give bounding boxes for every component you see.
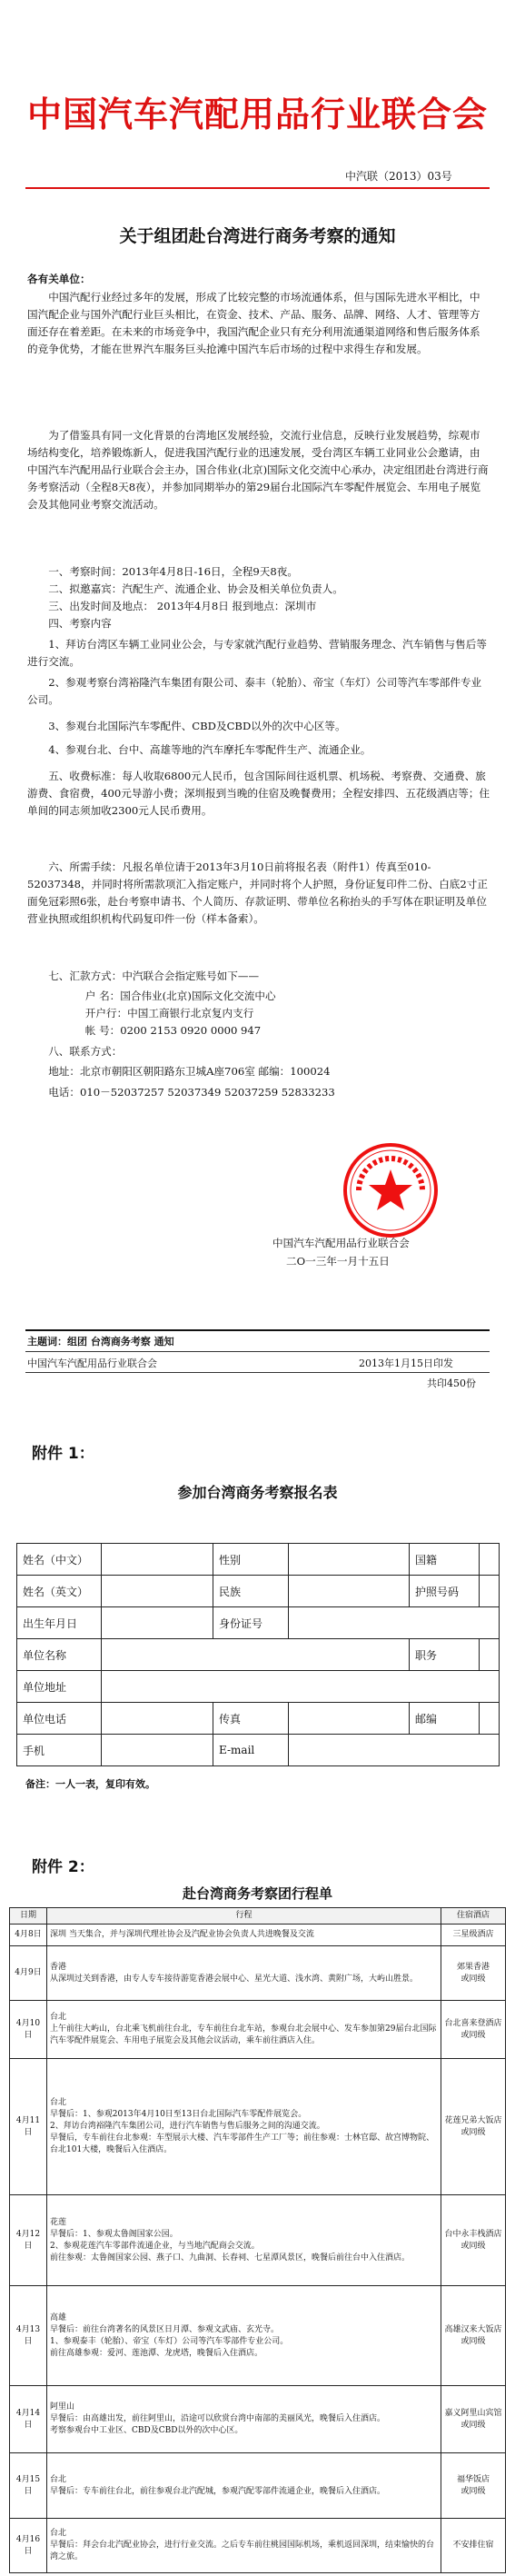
phones: 电话：010－52037257 52037349 52037259 52833233: [48, 1086, 335, 1099]
notice-title: 关于组团赴台湾进行商务考察的通知: [119, 226, 396, 246]
form-field[interactable]: [102, 1639, 410, 1671]
form-field[interactable]: [480, 1639, 500, 1671]
itinerary-detail: 台北 上午前往大屿山，台北乘飞机前往台北，专车前往台北车站，参观台北会展中心、发车参加第29届台北国际汽车零配件展览会、车用电子展览会及其他会议活动，乘车前往酒店入住。: [47, 2001, 441, 2059]
form-label: 职务: [410, 1639, 480, 1671]
footer-copies: 共印450份: [427, 1378, 476, 1389]
item-4-3: 3、参观台北国际汽车零配件、CBD及CBD以外的次中心区等。: [48, 720, 346, 732]
form-label: 护照号码: [410, 1576, 480, 1607]
form-field[interactable]: [289, 1544, 410, 1576]
account-bank: 开户行：中国工商银行北京复内支行: [84, 1007, 254, 1019]
attachment-1-label: 附件 1：: [32, 1445, 94, 1463]
form-row: [17, 1671, 500, 1703]
itinerary-detail: 高雄 早餐后：前往台湾著名的风景区日月潭、参观文武庙、玄光寺。 1、参观泰丰（轮胎）、帝宝（车灯）公司等汽车零部件专业公司。 前往高雄参观：爱河、莲池潭、龙虎塔，晚餐后入住酒店。: [47, 2286, 441, 2386]
itinerary-date: 4月13日: [10, 2286, 47, 2386]
itinerary-detail: 香港 从深圳过关到香港，由专人专车接待游览香港会展中心、星光大道、浅水湾、黄附广场，大屿山胜景。: [47, 1946, 441, 2001]
item-4-4: 4、参观台北、台中、高雄等地的汽车摩托车零配件生产、流通企业。: [48, 743, 371, 756]
item-7: 七、汇款方式：中汽联合会指定账号如下——: [48, 970, 260, 982]
red-rule: [25, 187, 490, 189]
form-row: [17, 1735, 500, 1766]
form-field[interactable]: [289, 1607, 500, 1639]
form-row: [17, 1639, 500, 1671]
itinerary-date: 4月12日: [10, 2195, 47, 2286]
itinerary-row: [10, 2286, 506, 2386]
form-label: 姓名（英文）: [17, 1576, 102, 1607]
itinerary-row: [10, 2453, 506, 2519]
footer-issuer: 中国汽车汽配用品行业联合会: [27, 1358, 157, 1369]
letterhead: [25, 86, 490, 136]
itinerary-hotel: 不安排住宿: [441, 2519, 506, 2573]
form-field[interactable]: [102, 1607, 213, 1639]
itinerary-row: [10, 2001, 506, 2059]
form-field[interactable]: [289, 1735, 500, 1766]
itinerary-detail: 台北 早餐后：1、参观2013年4月10日至13日台北国际汽车零配件展览会。 2、拜访台湾裕隆汽车集团公司，进行汽车销售与售后服务之间的沟通交流。 早餐后，专车前往台北参观：车型展示大楼、汽车零部件生产工厂等；前往参观：士林官邸、故宫博物院、台北101大楼，晚餐后入住酒店。: [47, 2059, 441, 2195]
itinerary-table: [9, 1907, 506, 2573]
account-name: 户 名：国合伟业(北京)国际文化交流中心: [84, 990, 276, 1002]
item-2: 二、拟邀嘉宾：汽配生产、流通企业、协会及相关单位负责人。: [48, 582, 343, 595]
itinerary-hotel: 三星级酒店: [441, 1925, 506, 1946]
paragraph-1: 中国汽配行业经过多年的发展，形成了比较完整的市场流通体系，但与国际先进水平相比，中国汽配企业与国外汽配行业巨头相比，在资金、技术、产品、服务、品牌、网络、人才、管理等方面还存在着差距。在未来的市场竞争中，我国汽配企业只有充分利用流通渠道网络和售后服务体系的竞争优势，才能在世界汽车服务巨头抢滩中国汽车后市场的过程中求得生存和发展。: [27, 291, 480, 355]
item-8: 八、联系方式：: [48, 1045, 123, 1058]
itinerary-hotel: 福华饭店 或同级: [441, 2453, 506, 2519]
form-field[interactable]: [289, 1576, 410, 1607]
form-field[interactable]: [102, 1703, 213, 1735]
itinerary-date: 4月8日: [10, 1925, 47, 1946]
itinerary-detail: 阿里山 早餐后：由高雄出发，前往阿里山，沿途可以欣赏台湾中南部的美丽风光，晚餐后入住酒店。 考察参观台中工业区、CBD及CBD以外的次中心区。: [47, 2386, 441, 2453]
account-number: 帐 号：0200 2153 0920 0000 947: [84, 1024, 262, 1037]
form-label: 国籍: [410, 1544, 480, 1576]
itinerary-detail: 花莲 早餐后：1、参观太鲁阁国家公园。 2、参观花莲汽车零部件流通企业，与当地汽配商会交流。 前往参观：太鲁阁国家公园、燕子口、九曲洞、长春祠、七星潭风景区，晚餐后前往台中入住酒店。: [47, 2195, 441, 2286]
form-label: E-mail: [213, 1735, 289, 1766]
form-label: 民族: [213, 1576, 289, 1607]
item-4-2: 2、参观考察台湾裕隆汽车集团有限公司、泰丰（轮胎）、帝宝（车灯）公司等汽车零部件专业公司。: [27, 676, 482, 706]
form-row: [17, 1576, 500, 1607]
itinerary-hotel: 嘉义阿里山宾馆 或同级: [441, 2386, 506, 2453]
itinerary-row: [10, 2195, 506, 2286]
item-3: 三、出发时间及地点： 2013年4月8日 报到地点：深圳市: [48, 600, 317, 612]
form-label: 邮编: [410, 1703, 480, 1735]
item-4: 四、考察内容: [48, 617, 112, 630]
header-itinerary: 行程: [47, 1908, 441, 1925]
form-field[interactable]: [480, 1703, 500, 1735]
org-title: 中国汽车汽配用品行业联合会: [26, 94, 488, 134]
footer-rule-bottom: [25, 1372, 490, 1373]
itinerary-row: [10, 1925, 506, 1946]
form-label: 姓名（中文）: [17, 1544, 102, 1576]
itinerary-row: [10, 1946, 506, 2001]
itinerary-hotel: 台中永丰栈酒店 或同级: [441, 2195, 506, 2286]
form-label: 单位名称: [17, 1639, 102, 1671]
itinerary-date: 4月10日: [10, 2001, 47, 2059]
form-label: 出生年月日: [17, 1607, 102, 1639]
registration-form: [16, 1543, 500, 1766]
subject-line: 主题词：组团 台湾商务考察 通知: [27, 1336, 174, 1348]
form-label: 单位地址: [17, 1671, 102, 1703]
form-row: [17, 1703, 500, 1735]
doc-number: 中汽联（2013）03号: [345, 170, 452, 183]
signature-org: 中国汽车汽配用品行业联合会: [272, 1237, 410, 1249]
item-6: 六、所需手续：凡报名单位请于2013年3月10日前将报名表（附件1）传真至010-52037348，并同时将所需款项汇入指定账户，并同时将个人护照，身份证复印件二份、白底2寸正面免冠彩照6张，赴台考察申请书、个人简历、存款证明、带单位名称抬头的手写体在职证明及单位营业执照或组织机构代码复印件一份（样本备索）。: [27, 860, 488, 925]
itinerary-detail: 台北 早餐后：专车前往台北，前往参观台北汽配城，参观汽配零部件流通企业，晚餐后入住酒店。: [47, 2453, 441, 2519]
signature-date: 二O一三年一月十五日: [286, 1255, 390, 1268]
form-row: [17, 1544, 500, 1576]
footer-rule-mid: [25, 1351, 490, 1352]
salutation: 各有关单位：: [27, 273, 91, 285]
form-label: 单位电话: [17, 1703, 102, 1735]
itinerary-date: 4月9日: [10, 1946, 47, 2001]
itinerary-hotel: 台北喜来登酒店 或同级: [441, 2001, 506, 2059]
paragraph-2: 为了借鉴具有同一文化背景的台湾地区发展经验，交流行业信息，反映行业发展趋势，综观市场结构变化，培养锻炼新人，促进我国汽配行业的迅速发展，受台湾区车辆工业同业公会邀请，由中国汽车汽配用品行业联合会主办，国合伟业(北京)国际文化交流中心承办，决定组团赴台湾进行商务考察活动（全程8天8夜），并参加同期举办的第29届台北国际汽车零配件展览会、车用电子展览会及其他同业考察交流活动。: [27, 429, 489, 511]
itinerary-date: 4月16日: [10, 2519, 47, 2573]
address: 地址：北京市朝阳区朝阳路东卫城A座706室 邮编：100024: [48, 1065, 331, 1078]
form-label: 性别: [213, 1544, 289, 1576]
header-hotel: 住宿酒店: [441, 1908, 506, 1925]
itinerary-header-row: [10, 1908, 506, 1925]
form-field[interactable]: [289, 1703, 410, 1735]
itinerary-row: [10, 2386, 506, 2453]
attachment-2-title: 赴台湾商务考察团行程单: [182, 1885, 332, 1902]
itinerary-hotel: 郊果香港 或同级: [441, 1946, 506, 2001]
itinerary-row: [10, 2059, 506, 2195]
form-note: 备注：一人一表，复印有效。: [25, 1778, 155, 1790]
red-seal-icon: [341, 1140, 441, 1240]
itinerary-row: [10, 2519, 506, 2573]
item-5: 五、收费标准：每人收取6800元人民币，包含国际间往返机票、机场税、考察费、交通费、旅游费、食宿费，400元导游小费；深圳报到当晚的住宿及晚餐费用；全程安排四、五花级酒店等；住单间的同志须加收2300元人民币费用。: [27, 770, 490, 817]
attachment-1-title: 参加台湾商务考察报名表: [177, 1484, 338, 1501]
itinerary-detail: 台北 早餐后：拜会台北汽配业协会，进行行业交流。之后专车前往桃园国际机场，乘机返回深圳，结束愉快的台湾之旅。: [47, 2519, 441, 2573]
form-label: 手机: [17, 1735, 102, 1766]
form-field[interactable]: [102, 1576, 213, 1607]
form-field[interactable]: [480, 1544, 500, 1576]
attachment-2-label: 附件 2：: [32, 1858, 94, 1876]
itinerary-detail: 深圳 当天集合，并与深圳代理社协会及汽配业协会负责人共进晚餐及交流: [47, 1925, 441, 1946]
footer-rule-top: [25, 1329, 490, 1331]
form-field[interactable]: [480, 1576, 500, 1607]
form-row: [17, 1607, 500, 1639]
form-field[interactable]: [102, 1671, 500, 1703]
itinerary-date: 4月11日: [10, 2059, 47, 2195]
itinerary-date: 4月14日: [10, 2386, 47, 2453]
item-4-1: 1、拜访台湾区车辆工业同业公会，与专家就汽配行业趋势、营销服务理念、汽车销售与售后等进行交流。: [27, 638, 487, 668]
form-field[interactable]: [102, 1544, 213, 1576]
footer-print-date: 2013年1月15日印发: [359, 1358, 453, 1369]
form-field[interactable]: [102, 1735, 213, 1766]
itinerary-hotel: 花莲兄弟大饭店 或同级: [441, 2059, 506, 2195]
item-1: 一、考察时间：2013年4月8日-16日，全程9天8夜。: [48, 565, 298, 578]
form-label: 身份证号: [213, 1607, 289, 1639]
itinerary-hotel: 高雄汉来大饭店 或同级: [441, 2286, 506, 2386]
header-date: 日期: [10, 1908, 47, 1925]
form-label: 传真: [213, 1703, 289, 1735]
itinerary-date: 4月15日: [10, 2453, 47, 2519]
